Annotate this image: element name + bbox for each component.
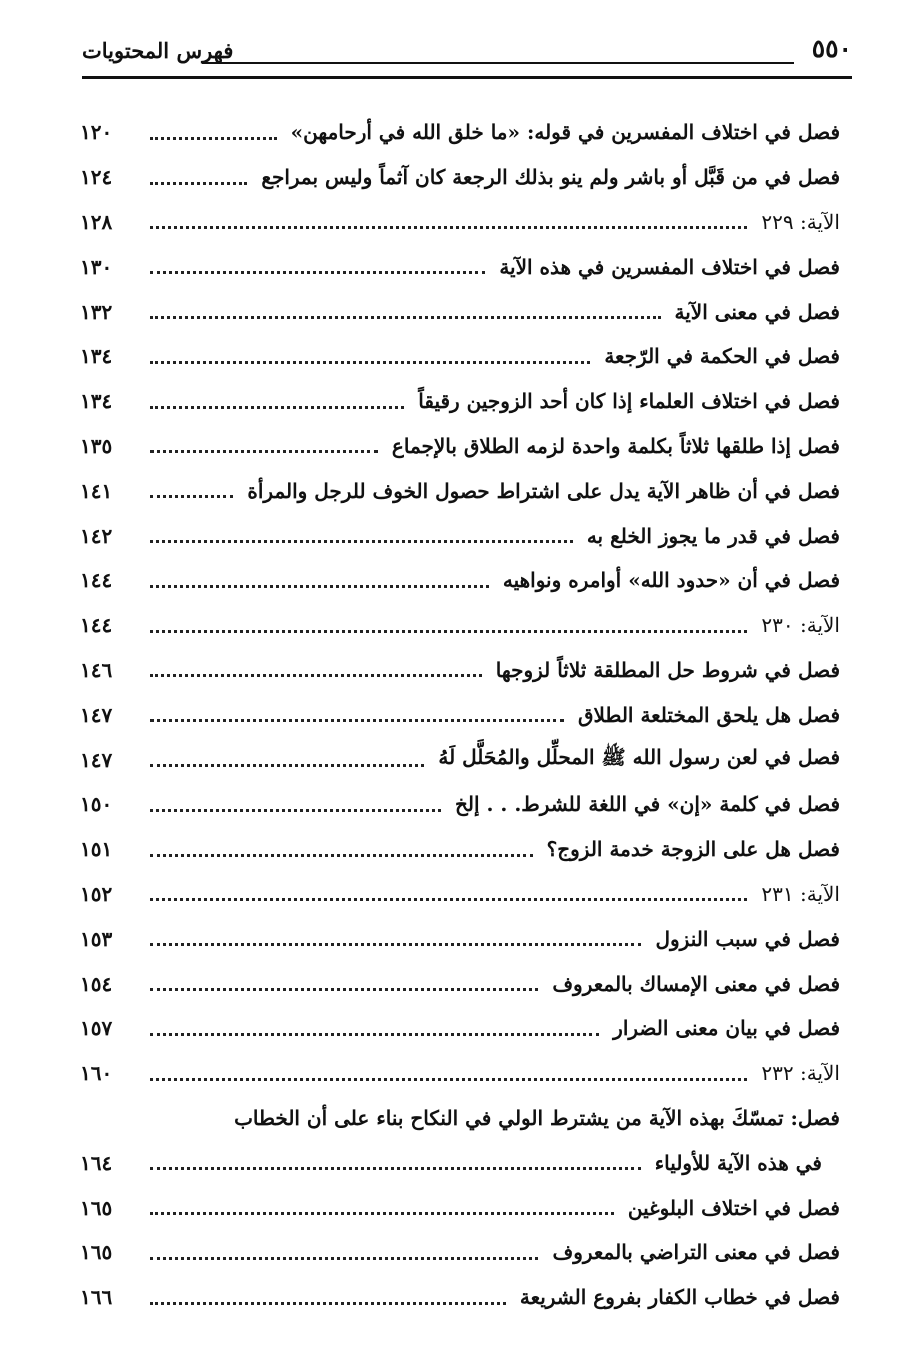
toc-entry-verse [80, 603, 840, 648]
toc-entry-verse [80, 872, 840, 917]
toc-entry-page: ١٥٣ [80, 926, 113, 951]
toc-entry-title: الآية: ٢٣٢ [761, 1061, 840, 1086]
toc-entry-continuation [80, 1140, 840, 1185]
dot-leader [150, 540, 573, 543]
toc-entry-title: فصل في اختلاف المفسرين في قوله: «ما خلق الله في أرحامهن» [290, 120, 840, 145]
toc-entry-page: ١٦٠ [80, 1061, 113, 1086]
toc-entry-page: ١٣٤ [80, 344, 113, 369]
toc-entry [80, 961, 840, 1006]
toc-entry [80, 468, 840, 513]
toc-entry [80, 1185, 840, 1230]
toc-entry-page: ١٢٤ [80, 165, 113, 190]
toc-entry-page: ١٥٠ [80, 792, 113, 817]
toc-entry [80, 737, 840, 782]
toc-entry-title: فصل في سبب النزول [655, 926, 840, 951]
toc-entry-page: ١٥٧ [80, 1016, 113, 1041]
toc-entry-title: فصل في كلمة «إن» في اللغة للشرط. . . إلخ [454, 792, 840, 817]
dot-leader [150, 1078, 747, 1081]
dot-leader [150, 450, 378, 453]
toc-entry-title: فصل في اختلاف العلماء إذا كان أحد الزوجين رقيقاً [418, 389, 840, 414]
dot-leader [150, 943, 641, 946]
toc-entry [80, 648, 840, 693]
toc-entry [80, 334, 840, 379]
dot-leader [150, 361, 590, 364]
toc-entry-page: ١٥٤ [80, 971, 113, 996]
dot-leader [150, 495, 233, 498]
dot-leader [150, 182, 247, 185]
dot-leader [150, 854, 533, 857]
toc-entry-title: فصل في من قَبَّل أو باشر ولم ينو بذلك الرجعة كان آثماً وليس بمراجع [261, 165, 840, 190]
toc-entry-title: فصل في أن «حدود الله» أوامره ونواهيه [502, 568, 840, 593]
toc-entry-page: ١٤١ [80, 478, 113, 503]
toc-entry-page: ١٣٥ [80, 433, 113, 458]
toc-entry-page: ١٣٤ [80, 389, 113, 414]
toc-entry [80, 827, 840, 872]
page-header [82, 28, 852, 82]
toc-entry-verse [80, 1051, 840, 1096]
toc-entry [80, 110, 840, 155]
toc-entry-title: فصل في بيان معنى الضرار [613, 1016, 840, 1041]
toc-entry-title: فصل: تمسّكَ بهذه الآية من يشترط الولي في النكاح بناء على أن الخطاب [234, 1105, 840, 1130]
toc-entry-title: فصل هل على الزوجة خدمة الزوج؟ [546, 837, 840, 862]
toc-entry-title: فصل في أن ظاهر الآية يدل على اشتراط حصول الخوف للرجل والمرأة [247, 478, 840, 503]
toc-entry [80, 244, 840, 289]
dot-leader [150, 406, 404, 409]
toc-entry-title: في هذه الآية للأولياء [654, 1150, 822, 1175]
toc-entry-page: ١٤٦ [80, 657, 113, 682]
dot-leader [150, 1257, 538, 1260]
dot-leader [150, 764, 424, 767]
dot-leader [150, 585, 489, 588]
toc-entry-title: فصل في اختلاف البلوغين [627, 1195, 840, 1220]
dot-leader [150, 719, 564, 722]
toc-entry-page: ١٤٢ [80, 523, 113, 548]
toc-entry-title: الآية: ٢٢٩ [761, 209, 840, 234]
toc-entry [80, 558, 840, 603]
toc-entry-title: فصل في معنى الآية [674, 299, 840, 324]
toc-entry-page: ١٢٠ [80, 120, 113, 145]
table-of-contents [80, 110, 840, 1320]
dot-leader [150, 271, 485, 274]
toc-entry [80, 379, 840, 424]
dot-leader [150, 1167, 641, 1170]
toc-entry [80, 692, 840, 737]
toc-entry-title: فصل في خطاب الكفار بفروع الشريعة [519, 1285, 840, 1310]
toc-entry-page: ١٦٥ [80, 1195, 113, 1220]
dot-leader [150, 1212, 614, 1215]
toc-entry [80, 424, 840, 469]
toc-entry-page: ١٤٤ [80, 613, 113, 638]
toc-entry-title: الآية: ٢٣٠ [761, 613, 840, 638]
toc-entry-page: ١٦٦ [80, 1285, 113, 1310]
toc-entry [80, 289, 840, 334]
toc-entry-page: ١٦٥ [80, 1240, 113, 1265]
toc-entry-page: ١٢٨ [80, 209, 113, 234]
page-number: ٥٥٠ [811, 34, 852, 63]
header-rule-short [202, 62, 794, 64]
toc-entry-title: فصل في اختلاف المفسرين في هذه الآية [499, 254, 840, 279]
dot-leader [150, 137, 277, 140]
dot-leader [150, 226, 747, 229]
toc-entry-title: فصل في لعن رسول الله ﷺ المحلِّل والمُحَلَّل لَهُ [438, 745, 840, 770]
toc-entry [80, 782, 840, 827]
toc-entry-page: ١٦٤ [80, 1150, 113, 1175]
toc-entry-title: الآية: ٢٣١ [761, 881, 840, 906]
toc-entry [80, 1230, 840, 1275]
dot-leader [150, 1033, 599, 1036]
dot-leader [150, 316, 661, 319]
toc-entry [80, 513, 840, 558]
toc-entry-title: فصل في معنى التراضي بالمعروف [552, 1240, 840, 1265]
toc-entry-title: فصل في الحكمة في الرّجعة [604, 344, 840, 369]
toc-entry [80, 1006, 840, 1051]
toc-entry-page: ١٣٠ [80, 254, 113, 279]
toc-entry-title: فصل في شروط حل المطلقة ثلاثاً لزوجها [495, 657, 840, 682]
toc-entry-title: فصل إذا طلقها ثلاثاً بكلمة واحدة لزمه الطلاق بالإجماع [391, 433, 840, 458]
toc-entry-title: فصل في قدر ما يجوز الخلع به [586, 523, 840, 548]
toc-entry-page: ١٥٢ [80, 881, 113, 906]
dot-leader [150, 988, 538, 991]
toc-entry-title: فصل في معنى الإمساك بالمعروف [552, 971, 840, 996]
toc-entry [80, 916, 840, 961]
dot-leader [150, 630, 747, 633]
dot-leader [150, 898, 747, 901]
toc-entry-page: ١٤٤ [80, 568, 113, 593]
running-title: فهرس المحتويات [82, 38, 234, 63]
toc-entry-page: ١٤٧ [80, 747, 113, 772]
toc-entry [80, 1275, 840, 1320]
dot-leader [150, 674, 482, 677]
dot-leader [150, 1302, 506, 1305]
toc-entry-page: ١٥١ [80, 837, 113, 862]
toc-entry [80, 155, 840, 200]
header-rule [82, 76, 852, 79]
toc-entry-verse [80, 200, 840, 245]
toc-entry-page: ١٣٢ [80, 299, 113, 324]
toc-entry-page: ١٤٧ [80, 702, 113, 727]
dot-leader [150, 809, 441, 812]
toc-entry-multiline-start [80, 1096, 840, 1141]
toc-entry-title: فصل هل يلحق المختلعة الطلاق [577, 702, 840, 727]
